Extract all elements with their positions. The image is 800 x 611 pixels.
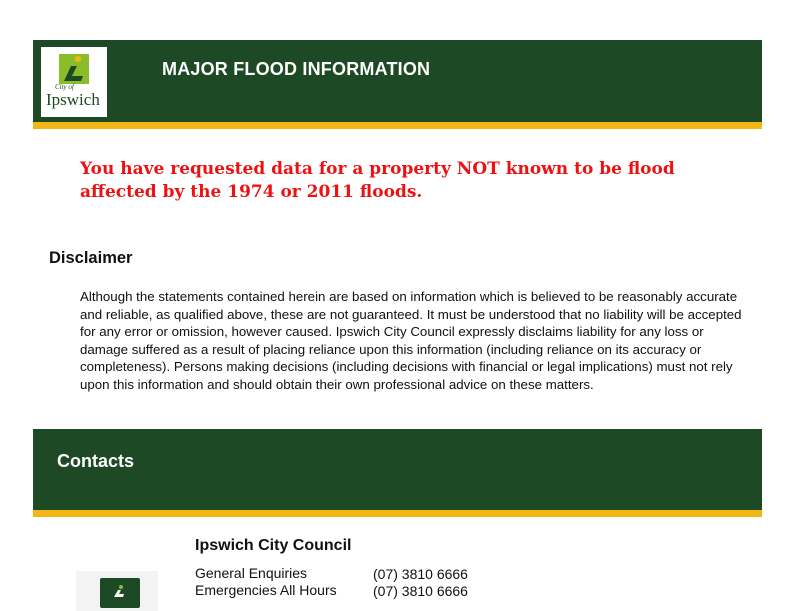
contact-phone-emergency[interactable]: (07) 3810 6666 [373, 583, 468, 599]
ipswich-logo [41, 47, 107, 117]
page-title: MAJOR FLOOD INFORMATION [162, 59, 431, 79]
logo-wordmark: Ipswich [46, 90, 100, 109]
disclaimer-text: Although the statements contained herein are based on information which is believed to be reasonably accurate and reliable, as qualified above, these are not guaranteed. It must be understood that no liability will be accepted for any error or omission, however caused. Ipswich City Council expressly disclaims liability for any loss or damage suffered as a result of placing reliance upon this information (including reliance on its accuracy or completeness). Persons making decisions (including decisions with financial or legal implications) must not rely upon this information and should obtain their own professional advice on these matters. [80, 289, 742, 392]
council-name: Ipswich City Council [195, 537, 352, 554]
contacts-stripe [33, 510, 762, 517]
contacts-bar [33, 429, 762, 510]
contacts-heading: Contacts [57, 451, 135, 471]
contact-label-general: General Enquiries [195, 565, 308, 581]
disclaimer-heading: Disclaimer [49, 249, 133, 267]
contact-phone-general[interactable]: (07) 3810 6666 [373, 566, 468, 582]
header-bar [33, 40, 762, 122]
logo-icon [59, 54, 89, 84]
header-stripe [33, 122, 762, 129]
logo-small-text: City of [55, 83, 74, 91]
contact-label-emergency: Emergencies All Hours [195, 582, 337, 598]
flood-status-message: You have requested data for a property NOT known to be flood affected by the 1974 or 2011 floods. [80, 159, 675, 202]
footer-logo-icon [112, 584, 126, 598]
